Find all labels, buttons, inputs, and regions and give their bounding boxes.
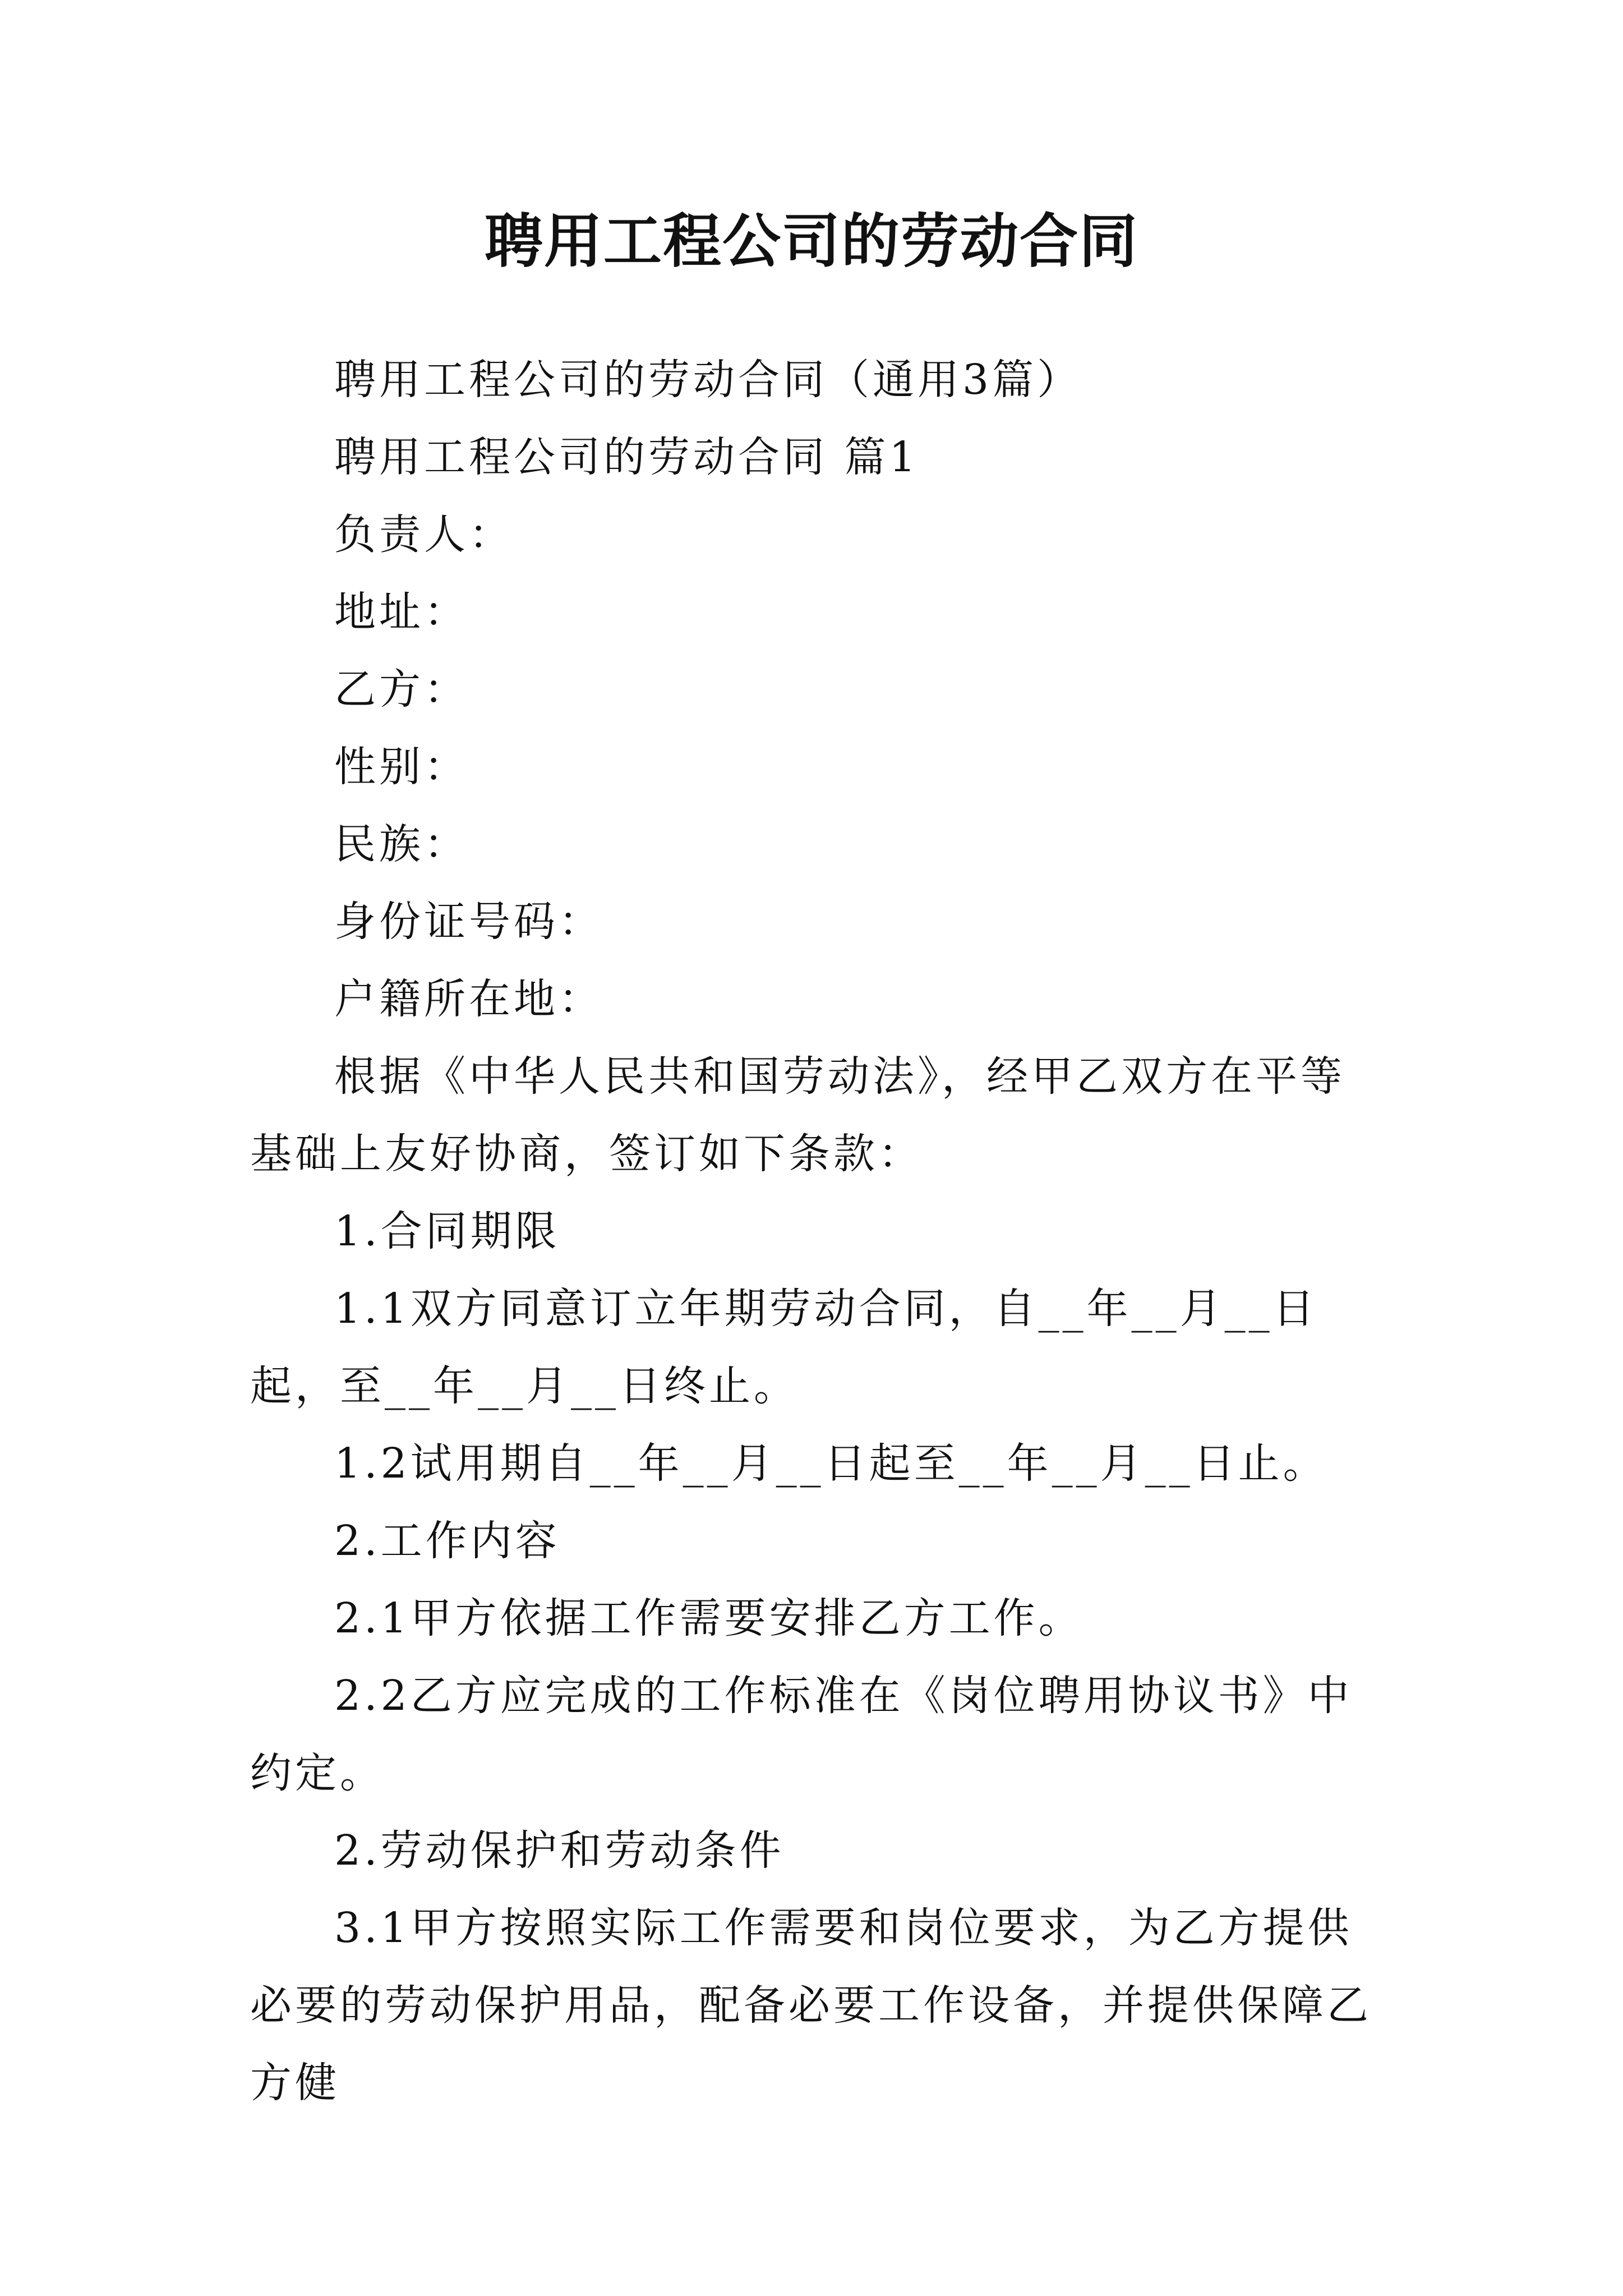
paragraph-section-heading: 聘用工程公司的劳动合同 篇1 xyxy=(334,433,919,481)
clause-1-1: 1.1双方同意订立年期劳动合同，自__年__月__日起，至__年__月__日终止。 xyxy=(250,1285,1318,1410)
clause-heading-labor-protection: 2.劳动保护和劳动条件 xyxy=(334,1826,785,1875)
paragraph-preamble: 根据《中华人民共和国劳动法》，经甲乙双方在平等基础上友好协商，签订如下条款： xyxy=(250,1052,1345,1178)
clause-3-1: 3.1甲方按照实际工作需要和岗位要求，为乙方提供必要的劳动保护用品，配备必要工作设备，并提供保障乙方健 xyxy=(250,1904,1372,2107)
document-title: 聘用工程公司的劳动合同 xyxy=(484,206,1138,275)
clause-2-1: 2.1甲方依据工作需要安排乙方工作。 xyxy=(334,1594,1083,1642)
clause-1-2: 1.2试用期自__年__月__日起至__年__月__日止。 xyxy=(334,1439,1328,1488)
clause-heading-work-content: 2.工作内容 xyxy=(334,1517,560,1565)
clause-2-2: 2.2乙方应完成的工作标准在《岗位聘用协议书》中约定。 xyxy=(250,1672,1353,1797)
field-ethnicity: 民族： xyxy=(334,820,469,868)
document-body xyxy=(250,341,1390,2122)
field-gender: 性别： xyxy=(334,743,469,791)
field-household-registration: 户籍所在地： xyxy=(334,975,603,1023)
field-party-b: 乙方： xyxy=(334,665,469,714)
field-address: 地址： xyxy=(334,588,469,636)
paragraph-subtitle: 聘用工程公司的劳动合同（通用3篇） xyxy=(334,356,1082,404)
field-responsible-person: 负责人： xyxy=(334,510,514,559)
clause-heading-contract-term: 1.合同期限 xyxy=(334,1207,560,1255)
field-id-number: 身份证号码： xyxy=(334,898,603,946)
